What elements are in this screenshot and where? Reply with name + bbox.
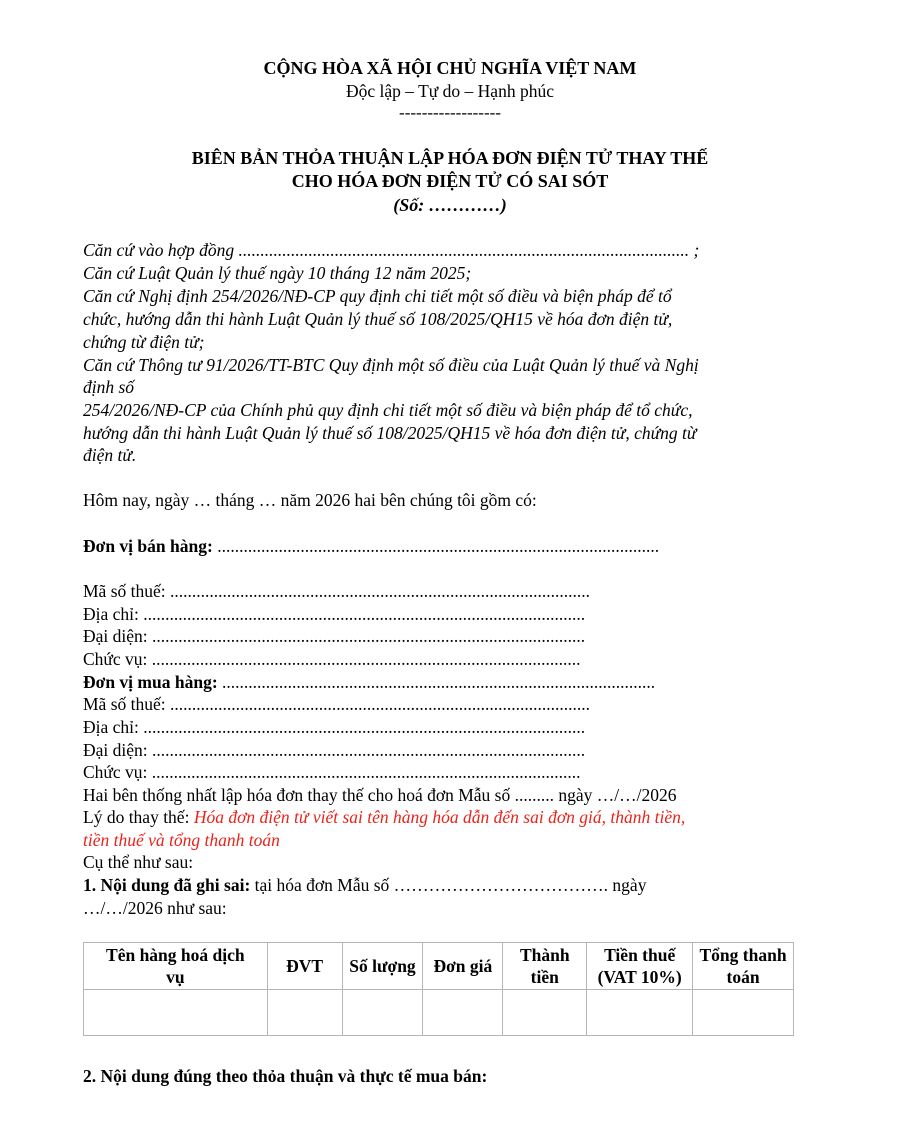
buyer-address: Địa chỉ: ..................................................................................................... (83, 717, 586, 737)
table-cell (423, 990, 503, 1036)
reason-text-continued: tiền thuế và tổng thanh toán (83, 830, 280, 850)
legal-basis-line: 254/2026/NĐ-CP của Chính phủ quy định chi tiết một số điều và biện pháp để tổ chức, (83, 400, 693, 420)
document-number: (Số: …………) (393, 195, 507, 215)
table-cell (342, 990, 423, 1036)
table-header-row (84, 943, 794, 990)
legal-basis-line: Căn cứ Nghị định 254/2026/NĐ-CP quy định chi tiết một số điều và biện pháp để tổ (83, 286, 672, 306)
table-cell (267, 990, 342, 1036)
buyer-tax-code: Mã số thuế: ................................................................................................ (83, 694, 591, 714)
intro-text: Hôm nay, ngày … tháng … năm 2026 hai bên chúng tôi gồm có: (83, 490, 537, 510)
section1-heading: 1. Nội dung đã ghi sai: (83, 875, 251, 895)
seller-address: Địa chỉ: ..................................................................................................... (83, 604, 586, 624)
document-title-line2: CHO HÓA ĐƠN ĐIỆN TỬ CÓ SAI SÓT (291, 171, 609, 191)
document-title-line1: BIÊN BẢN THỎA THUẬN LẬP HÓA ĐƠN ĐIỆN TỬ THAY THẾ (191, 148, 709, 168)
table-row (84, 990, 794, 1036)
legal-basis-line: hướng dẫn thi hành Luật Quản lý thuế số 108/2025/QH15 về hóa đơn điện tử, chứng từ (83, 423, 697, 443)
legal-basis-line: Căn cứ Thông tư 91/2026/TT-BTC Quy định một số điều của Luật Quản lý thuế và Nghị (83, 355, 699, 375)
buyer-label: Đơn vị mua hàng: (83, 672, 218, 692)
table-cell (693, 990, 794, 1036)
buyer-representative: Đại diện: ................................................................................................... (83, 740, 586, 760)
table-header-cell: Đơn giá (423, 943, 503, 990)
motto: Độc lập – Tự do – Hạnh phúc (346, 81, 554, 101)
reason-text: Hóa đơn điện tử viết sai tên hàng hóa dẫn đến sai đơn giá, thành tiền, (193, 807, 686, 827)
legal-basis-line: Căn cứ Luật Quản lý thuế ngày 10 tháng 12 năm 2025; (83, 263, 472, 283)
table-header-cell: ĐVT (267, 943, 342, 990)
seller-tax-code: Mã số thuế: ................................................................................................ (83, 581, 591, 601)
legal-basis-line: Căn cứ vào hợp đồng ....................................................................................................... ; (83, 240, 700, 260)
table-header-cell: Tiền thuế (VAT 10%) (587, 943, 693, 990)
buyer-label-line (83, 671, 655, 693)
reason-line (83, 806, 685, 828)
seller-position: Chức vụ: .................................................................................................. (83, 649, 581, 669)
table-cell (503, 990, 587, 1036)
section1-text-continued: …/…/2026 như sau: (83, 898, 227, 918)
legal-basis-line: định số (83, 377, 135, 397)
section2-heading: 2. Nội dung đúng theo thỏa thuận và thực tế mua bán: (83, 1066, 488, 1086)
section1-text: tại hóa đơn Mẫu số ………………………………. ngày (250, 875, 647, 895)
table-header-cell: Tên hàng hoá dịch vụ (84, 943, 268, 990)
legal-basis-line: điện tử. (83, 445, 137, 465)
seller-label-line (83, 535, 659, 557)
reason-label: Lý do thay thế: (83, 807, 194, 827)
details-intro: Cụ thể như sau: (83, 852, 194, 872)
seller-representative: Đại diện: ................................................................................................... (83, 626, 586, 646)
header-separator: ------------------ (399, 103, 501, 122)
table-header-cell: Tổng thanh toán (693, 943, 794, 990)
buyer-position: Chức vụ: .................................................................................................. (83, 762, 581, 782)
seller-label: Đơn vị bán hàng: (83, 536, 213, 556)
agreement-text: Hai bên thống nhất lập hóa đơn thay thế cho hoá đơn Mẫu số ......... ngày …/…/2026 (83, 785, 677, 805)
seller-name-dots: ..................................................................................................... (212, 536, 660, 556)
table-cell (84, 990, 268, 1036)
table-cell (587, 990, 693, 1036)
legal-basis-line: chứng từ điện tử; (83, 332, 205, 352)
legal-basis-line: chức, hướng dẫn thi hành Luật Quản lý thuế số 108/2025/QH15 về hóa đơn điện tử, (83, 309, 673, 329)
section1-line (83, 874, 646, 896)
wrong-content-table (83, 942, 794, 1036)
table-header-cell: Số lượng (342, 943, 423, 990)
buyer-name-dots: ................................................................................................... (217, 672, 656, 692)
nation-heading: CỘNG HÒA XÃ HỘI CHỦ NGHĨA VIỆT NAM (263, 58, 637, 78)
table-header-cell: Thành tiền (503, 943, 587, 990)
